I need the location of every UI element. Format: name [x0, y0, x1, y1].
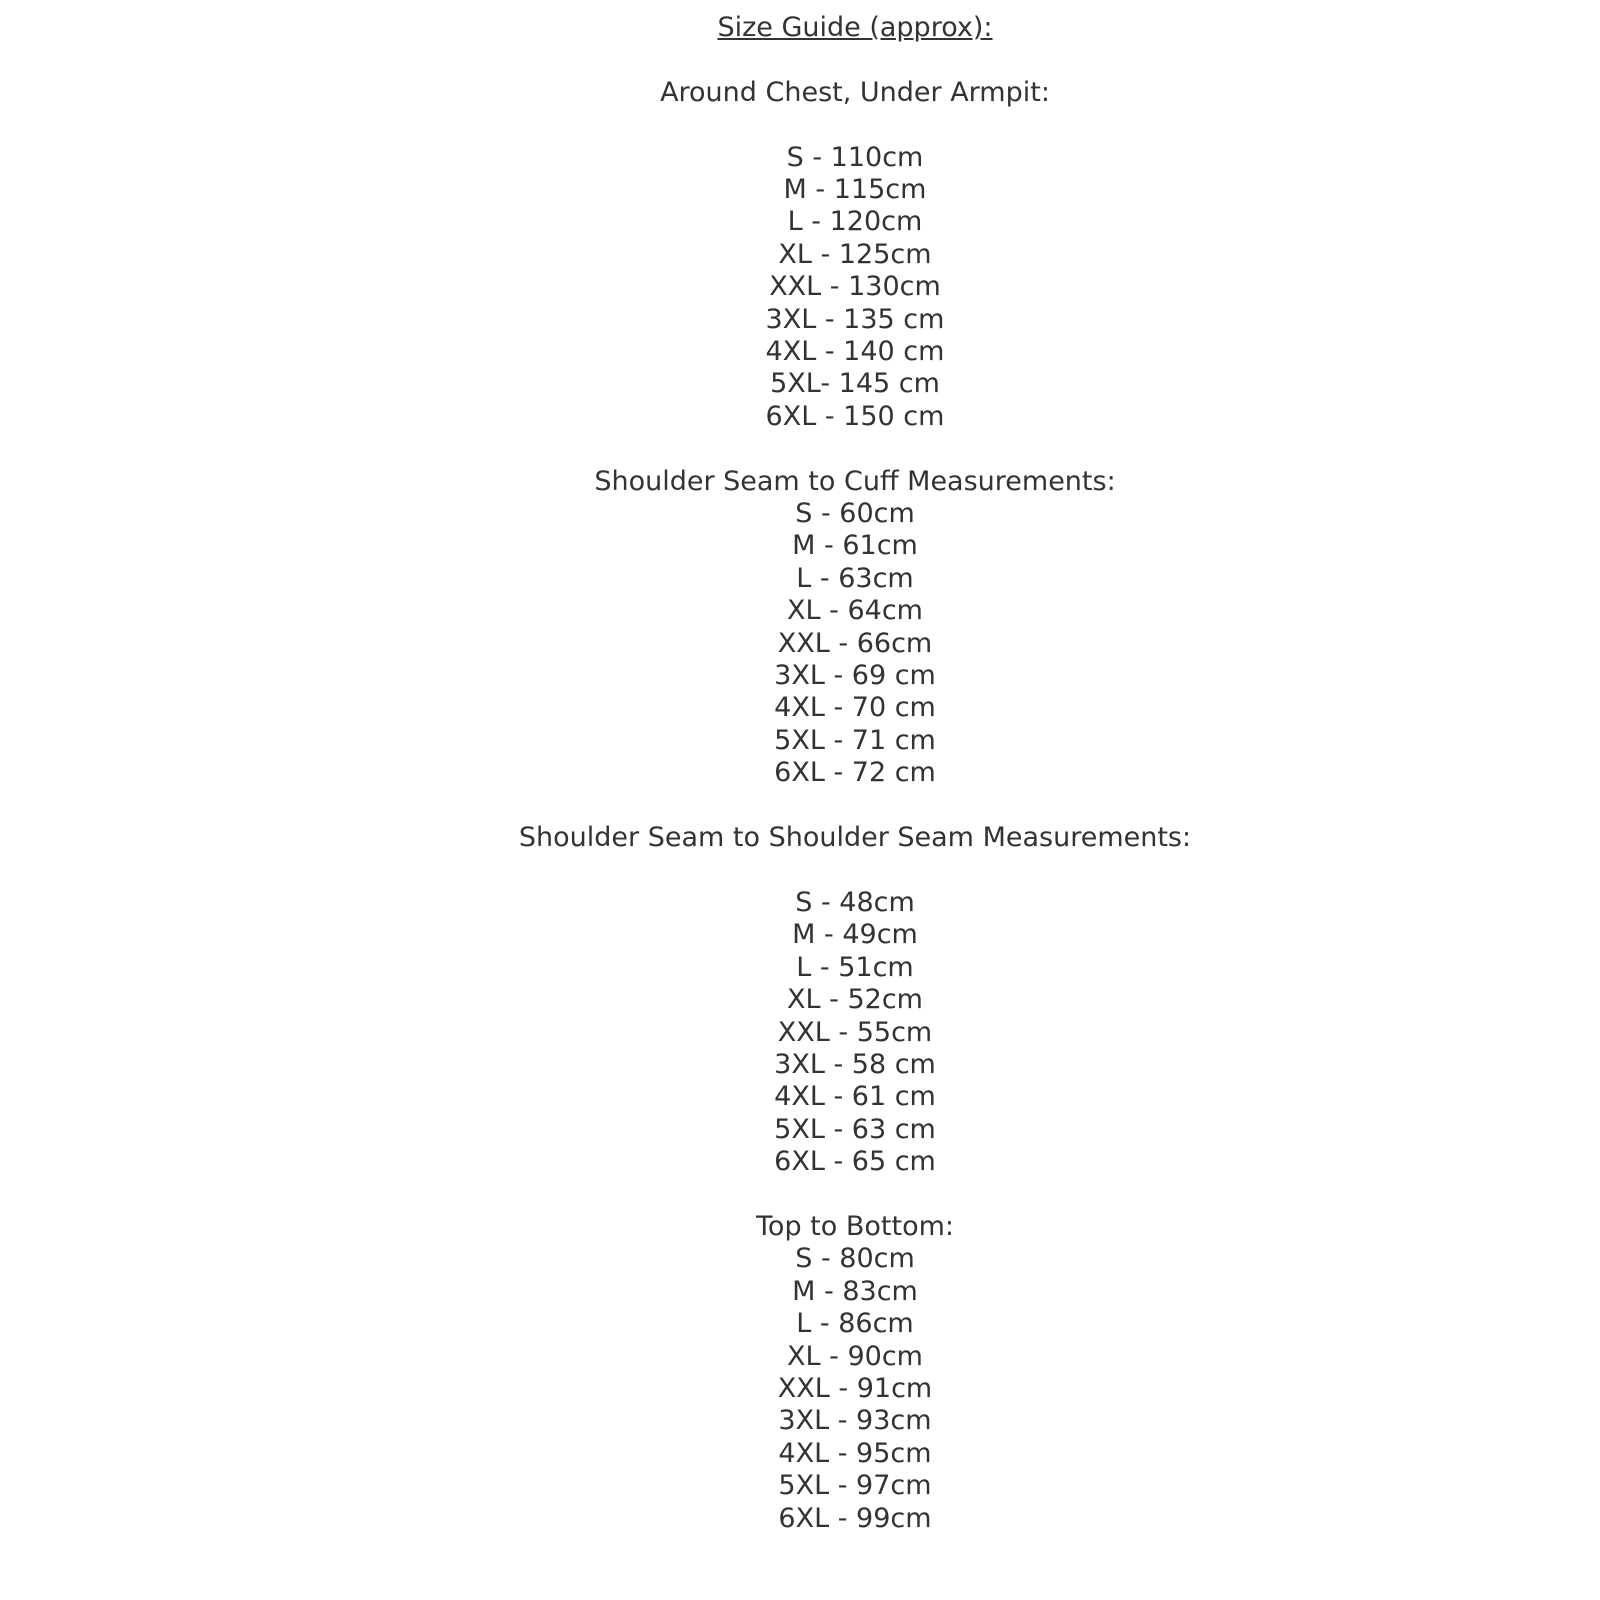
- size-item: M - 115cm: [783, 174, 927, 205]
- size-item: 6XL - 72 cm: [774, 757, 936, 789]
- size-item: M - 83cm: [792, 1275, 918, 1307]
- section-item-list: [55, 1243, 1600, 1535]
- size-section: [55, 77, 1600, 433]
- size-item: 4XL - 70 cm: [774, 692, 936, 724]
- size-item: 5XL - 97cm: [778, 1470, 932, 1502]
- section-heading: Around Chest, Under Armpit:: [660, 76, 1050, 108]
- size-item: L - 63cm: [796, 562, 914, 594]
- section-item-list: [55, 887, 1600, 1179]
- size-section: [55, 466, 1600, 790]
- size-item: 5XL - 63 cm: [774, 1113, 936, 1145]
- size-item: 5XL- 145 cm: [770, 368, 940, 400]
- size-item: 6XL - 99cm: [778, 1502, 932, 1534]
- size-item: XL - 52cm: [787, 984, 923, 1016]
- size-item: XXL - 55cm: [777, 1016, 933, 1048]
- size-guide-sections: [55, 77, 1600, 1535]
- section-heading: Shoulder Seam to Cuff Measurements:: [594, 465, 1116, 497]
- size-item: 6XL - 150 cm: [765, 400, 945, 432]
- size-section: [55, 1211, 1600, 1535]
- section-item-list: [55, 142, 1600, 434]
- size-item: 3XL - 135 cm: [765, 303, 945, 335]
- size-item: XXL - 66cm: [777, 627, 933, 659]
- size-guide-document: [55, 0, 1600, 1535]
- size-guide-title: Size Guide (approx):: [717, 12, 993, 43]
- size-item: L - 120cm: [787, 206, 923, 238]
- size-section: [55, 822, 1600, 1178]
- size-item: L - 51cm: [796, 951, 914, 983]
- size-item: M - 49cm: [792, 919, 918, 951]
- size-item: S - 80cm: [795, 1243, 915, 1275]
- size-item: L - 86cm: [796, 1308, 914, 1340]
- size-item: 6XL - 65 cm: [774, 1146, 936, 1178]
- size-item: XL - 125cm: [778, 238, 932, 270]
- size-item: S - 48cm: [795, 886, 915, 918]
- section-item-list: [55, 498, 1600, 790]
- size-item: S - 110cm: [786, 141, 924, 173]
- size-item: XXL - 91cm: [777, 1372, 933, 1404]
- size-item: S - 60cm: [795, 498, 915, 530]
- size-item: XXL - 130cm: [769, 271, 941, 303]
- size-item: 3XL - 93cm: [778, 1405, 932, 1437]
- size-item: XL - 90cm: [787, 1340, 923, 1372]
- size-item: 4XL - 61 cm: [774, 1081, 936, 1113]
- size-item: 5XL - 71 cm: [774, 724, 936, 756]
- size-item: 4XL - 95cm: [778, 1437, 932, 1469]
- size-item: 3XL - 69 cm: [774, 660, 936, 692]
- section-heading: Top to Bottom:: [756, 1210, 954, 1242]
- size-item: XL - 64cm: [787, 595, 923, 627]
- size-item: 4XL - 140 cm: [765, 336, 945, 368]
- size-item: 3XL - 58 cm: [774, 1048, 936, 1080]
- section-heading: Shoulder Seam to Shoulder Seam Measurements:: [518, 822, 1192, 854]
- size-item: M - 61cm: [792, 530, 918, 562]
